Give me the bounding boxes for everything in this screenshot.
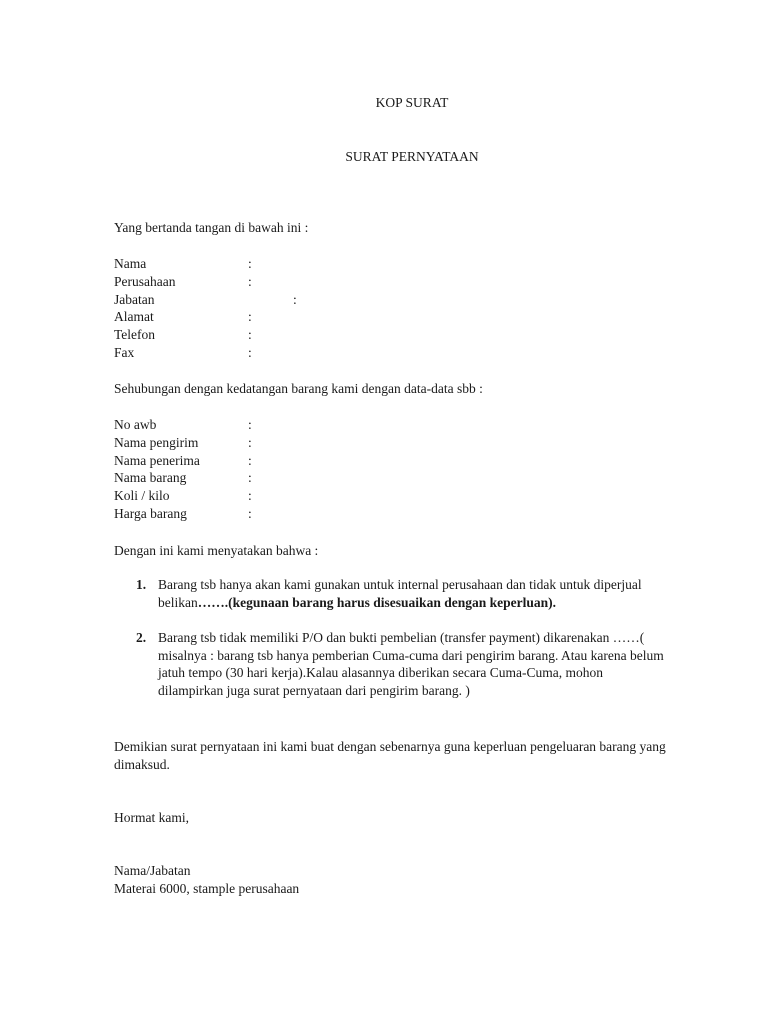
field-colon: : bbox=[248, 327, 252, 343]
list-number: 1. bbox=[136, 577, 147, 592]
field-label: Nama barang bbox=[114, 470, 187, 486]
field-nama bbox=[114, 255, 414, 273]
field-nama-penerima bbox=[114, 452, 414, 470]
list-item bbox=[114, 576, 714, 629]
statement-intro: Dengan ini kami menyatakan bahwa : bbox=[114, 543, 319, 558]
field-label: Harga barang bbox=[114, 505, 187, 521]
field-label: Nama pengirim bbox=[114, 434, 199, 450]
field-alamat bbox=[114, 308, 414, 326]
field-colon: : bbox=[248, 488, 252, 504]
field-colon: : bbox=[248, 256, 252, 271]
field-label: Jabatan bbox=[114, 291, 155, 307]
field-label: Koli / kilo bbox=[114, 488, 170, 504]
field-koli-kilo bbox=[114, 487, 414, 505]
identity-fields bbox=[114, 255, 414, 362]
regards-text: Hormat kami, bbox=[114, 810, 189, 825]
list-item bbox=[114, 629, 714, 719]
document-title: SURAT PERNYATAAN bbox=[345, 149, 479, 164]
field-colon: : bbox=[248, 470, 252, 486]
field-label: Nama bbox=[114, 256, 147, 271]
letterhead-placeholder: KOP SURAT bbox=[375, 95, 449, 110]
field-colon: : bbox=[248, 434, 252, 450]
field-label: Telefon bbox=[114, 327, 156, 343]
closing-paragraph: Demikian surat pernyataan ini kami buat dengan sebenarnya guna keperluan pengeluaran barang yang dimaksud. bbox=[114, 739, 666, 772]
intro-text: Yang bertanda tangan di bawah ini : bbox=[114, 220, 309, 235]
statement-bold-text: (kegunaan barang harus disesuaikan dengan keperluan). bbox=[228, 594, 556, 610]
field-colon: : bbox=[248, 344, 252, 360]
field-perusahaan bbox=[114, 273, 414, 291]
statement-list bbox=[114, 576, 714, 721]
field-label: No awb bbox=[114, 417, 157, 432]
field-colon: : bbox=[248, 309, 252, 325]
shipment-fields bbox=[114, 416, 414, 523]
statement-dots: ……. bbox=[197, 594, 229, 610]
field-telefon bbox=[114, 326, 414, 344]
field-no-awb bbox=[114, 416, 414, 434]
field-fax bbox=[114, 344, 414, 362]
list-number: 2. bbox=[136, 630, 147, 645]
signature-name-title: Nama/Jabatan bbox=[114, 863, 191, 878]
signature-stamp: Materai 6000, stample perusahaan bbox=[114, 881, 300, 896]
field-label: Perusahaan bbox=[114, 273, 176, 289]
field-colon: : bbox=[248, 417, 252, 432]
statement-text: Barang tsb hanya akan kami gunakan untuk internal perusahaan dan tidak untuk diperjual belikan bbox=[158, 577, 642, 610]
field-label: Nama penerima bbox=[114, 452, 200, 468]
shipment-intro: Sehubungan dengan kedatangan barang kami dengan data-data sbb : bbox=[114, 381, 483, 396]
field-label: Fax bbox=[114, 344, 135, 360]
field-harga-barang bbox=[114, 505, 414, 523]
field-colon: : bbox=[293, 291, 297, 307]
field-colon: : bbox=[248, 505, 252, 521]
field-colon: : bbox=[248, 452, 252, 468]
list-item-text bbox=[158, 576, 678, 611]
field-nama-barang bbox=[114, 469, 414, 487]
field-jabatan bbox=[114, 291, 414, 309]
field-colon: : bbox=[248, 273, 252, 289]
field-label: Alamat bbox=[114, 309, 154, 325]
field-nama-pengirim bbox=[114, 434, 414, 452]
statement-text: Barang tsb tidak memiliki P/O dan bukti pembelian (transfer payment) dikarenakan ……( misalnya : barang tsb hanya pemberian Cuma-cuma dari pengirim barang. Atau karena belum jatuh tempo (30 hari kerja).Kalau alasannya diberikan secara Cuma-Cuma, mohon dilampirkan juga surat pernyataan dari pengirim barang. ) bbox=[158, 630, 664, 698]
